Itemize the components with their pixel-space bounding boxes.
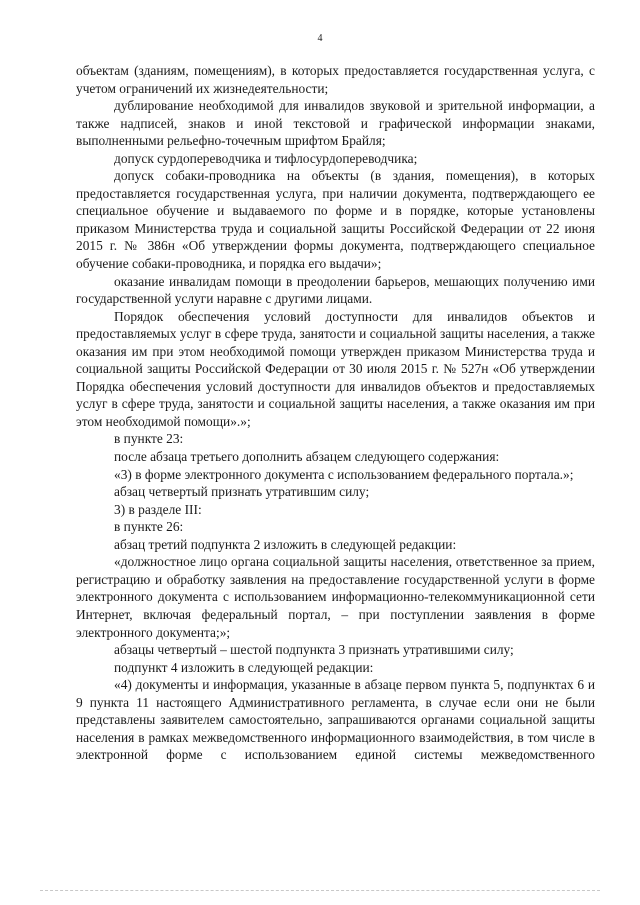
paragraph-16: подпункт 4 изложить в следующей редакции: — [114, 659, 374, 675]
paragraph-17: «4) документы и информация, указанные в абзаце первом пункта 5, подпунктах 6 и 9 пункта 11 настоящего Административного регламента, в случае если они не были представлены заявителем самостоятельно, запрашиваются органами социальной защиты населения в рамках межведомственного информационного взаимодействия, в том числе в электронной форме с использованием единой системы межведомственного — [76, 677, 595, 763]
paragraph-8: после абзаца третьего дополнить абзацем следующего содержания: — [114, 449, 500, 465]
paragraph-4: допуск собаки-проводника на объекты (в здания, помещения), в которых предоставляется государственная услуга, при наличии документа, подтверждающего ее специальное обучение и выдаваемого по форме и в порядке, которые установлены приказом Министерства труда и социальной защиты Российской Федерации от 22 июня 2015 г. № 386н «Об утверждении формы документа, подтверждающего специальное обучение собаки-проводника, и порядка его выдачи»; — [76, 168, 595, 272]
paragraph-2: дублирование необходимой для инвалидов звуковой и зрительной информации, а также надписей, знаков и иной текстовой и графической информации знаками, выполненными рельефно-точечным шрифтом Брайля; — [76, 98, 595, 149]
paragraph-15: абзацы четвертый – шестой подпункта 3 признать утратившими силу; — [114, 642, 514, 658]
paragraph-11: 3) в разделе III: — [114, 501, 202, 517]
paragraph-3: допуск сурдопереводчика и тифлосурдопереводчика; — [114, 150, 418, 166]
document-body — [76, 62, 595, 764]
paragraph-1: объектам (зданиям, помещениям), в которых предоставляется государственная услуга, с учетом ограничений их жизнедеятельности; — [76, 63, 595, 96]
page-number: 4 — [317, 33, 323, 44]
paragraph-9: «3) в форме электронного документа с использованием федерального портала.»; — [114, 466, 574, 482]
paragraph-7: в пункте 23: — [114, 431, 184, 447]
paragraph-13: абзац третий подпункта 2 изложить в следующей редакции: — [114, 536, 457, 552]
paragraph-14: «должностное лицо органа социальной защиты населения, ответственное за прием, регистрацию и обработку заявления на предоставление государственной услуги в форме электронного документа с использованием информационно-телекоммуникационной сети Интернет, включая федеральный портал, – при поступлении заявления в форме электронного документа;»; — [76, 554, 595, 640]
paragraph-10: абзац четвертый признать утратившим силу; — [114, 484, 370, 500]
paragraph-5: оказание инвалидам помощи в преодолении барьеров, мешающих получению ими государственной услуги наравне с другими лицами. — [76, 273, 595, 307]
page-bottom-edge — [40, 890, 600, 891]
paragraph-6: Порядок обеспечения условий доступности для инвалидов объектов и предоставляемых услуг в сфере труда, занятости и социальной защиты населения, а также оказания им при этом необходимой помощи утвержден приказом Министерства труда и социальной защиты Российской Федерации от 30 июля 2015 г. № 527н «Об утверждении Порядка обеспечения условий доступности для инвалидов объектов и предоставляемых услуг в сфере труда, занятости и социальной защиты населения, а также оказания им при этом необходимой помощи».»; — [76, 308, 595, 429]
paragraph-12: в пункте 26: — [114, 519, 184, 535]
